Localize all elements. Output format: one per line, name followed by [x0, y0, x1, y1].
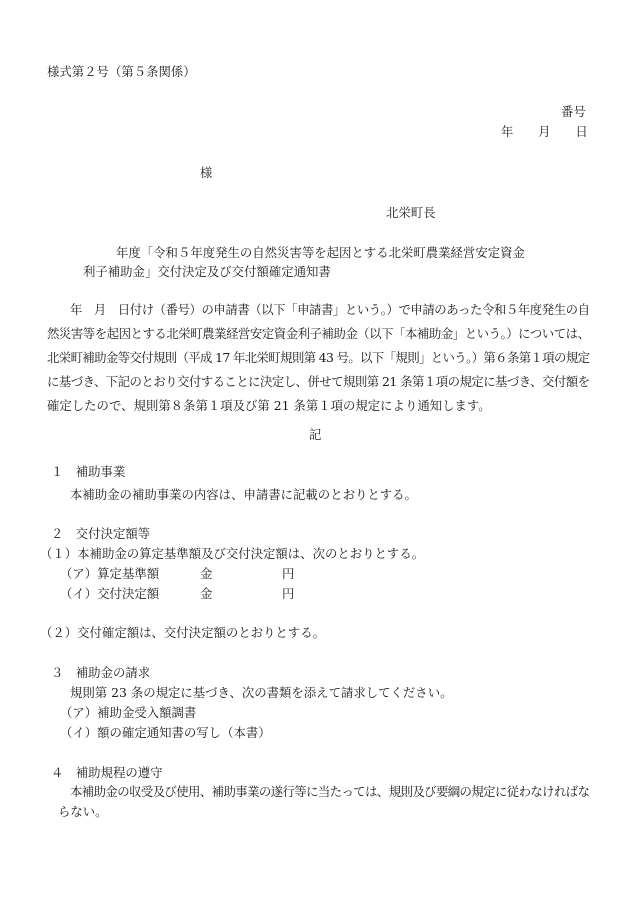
amount-row-yen: 円: [282, 566, 295, 581]
section4-heading: ４ 補助規程の遵守: [51, 765, 163, 780]
section1-text: 本補助金の補助事業の内容は、申請書に記載のとおりとする。: [70, 487, 417, 502]
amount-row-label: （イ）交付決定額: [60, 586, 160, 601]
ki-heading: 記: [309, 427, 322, 442]
amount-row-kin: 金: [200, 586, 213, 601]
addressee-suffix: 様: [200, 165, 213, 180]
issuer: 北栄町長: [386, 205, 436, 220]
date-line: 年 月 日: [501, 124, 588, 139]
body-line: に基づき、下記のとおり交付することに決定し、併せて規則第 21 条第１項の規定に基づき、交付額を: [47, 374, 590, 389]
section3-heading: ３ 補助金の請求: [51, 665, 151, 680]
amount-row-kin: 金: [200, 566, 213, 581]
body-line: 然災害等を起因とする北栄町農業経営安定資金利子補助金（以下「本補助金」という。）については、: [47, 326, 590, 341]
form-label: 様式第２号（第５条関係）: [47, 64, 196, 79]
amount-row-label: （ア）算定基準額: [60, 566, 160, 581]
section1-heading: １ 補助事業: [51, 464, 126, 479]
section2-item2: （２）交付確定額は、交付決定額のとおりとする。: [40, 625, 325, 640]
section2-item1: （１）本補助金の算定基準額及び交付決定額は、次のとおりとする。: [40, 546, 425, 561]
section2-heading: ２ 交付決定額等: [51, 526, 151, 541]
body-line: 確定したので、規則第８条第１項及び第 21 条第１項の規定により通知します。: [47, 398, 491, 413]
section4-line1: 本補助金の収受及び使用、補助事業の遂行等に当たっては、規則及び要綱の規定に従わなければな: [70, 784, 590, 799]
document-title-line1: 年度「令和５年度発生の自然災害等を起因とする北栄町農業経営安定資金: [116, 245, 525, 260]
section3-item: （ア）補助金受入額調書: [60, 705, 197, 720]
section3-item: （イ）額の確定通知書の写し（本書）: [60, 725, 271, 740]
body-line: 北栄町補助金等交付規則（平成 17 年北栄町規則第 43 号。以下「規則」という。）第６条第１項の規定: [47, 350, 590, 365]
body-line: 年 月 日付け（番号）の申請書（以下「申請書」という。）で申請のあった令和５年度発生の自: [70, 302, 590, 317]
amount-row-yen: 円: [282, 586, 295, 601]
section3-text: 規則第 23 条の規定に基づき、次の書類を添えて請求してください。: [70, 685, 453, 700]
section4-line2: らない。: [58, 804, 108, 819]
document-title-line2: 利子補助金」交付決定及び交付額確定通知書: [83, 264, 331, 279]
number-label: 番号: [561, 104, 586, 119]
